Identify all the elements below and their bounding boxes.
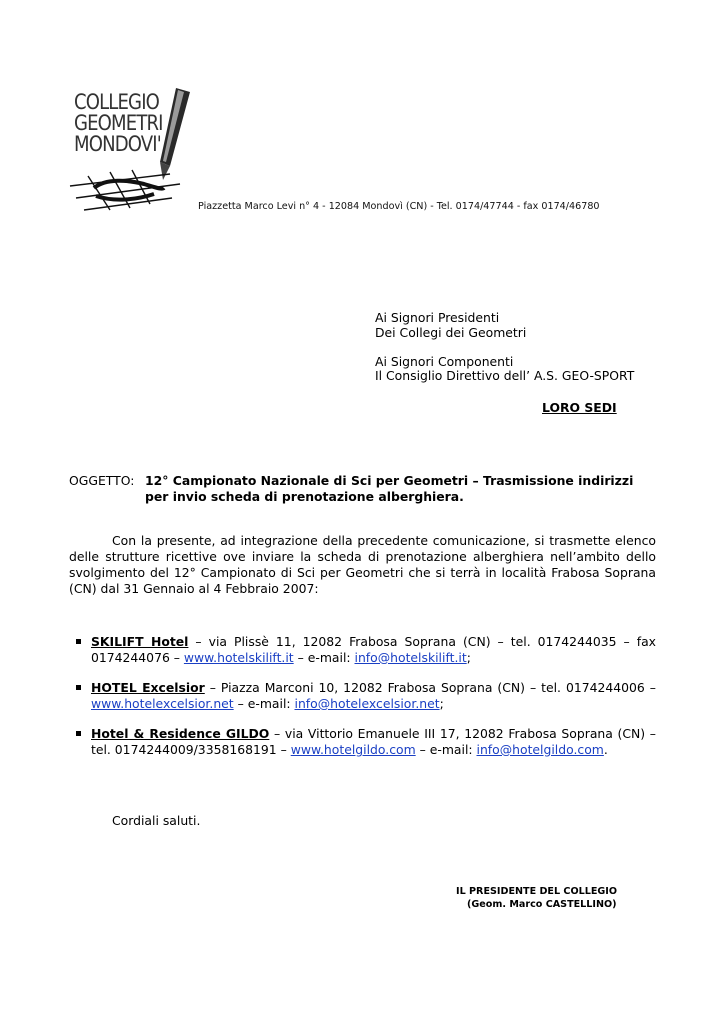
hotel-details: – via Plissè 11, 12082 Frabosa Soprana (CN) – tel. 0174244035 – fax 0174244076 – xyxy=(91,634,656,665)
hotel-details: – Piazza Marconi 10, 12082 Frabosa Soprana (CN) – tel. 0174244006 – xyxy=(204,680,656,695)
punctuation: ; xyxy=(439,696,444,711)
logo-line-1: COLLEGIO xyxy=(74,90,160,114)
signature-title: IL PRESIDENTE DEL COLLEGIO xyxy=(456,886,618,897)
body-paragraph xyxy=(69,533,656,597)
bullet-icon xyxy=(76,685,81,690)
pen-grid-icon xyxy=(66,84,198,214)
hotel-name: HOTEL Excelsior xyxy=(91,680,205,695)
email-label: – e-mail: xyxy=(293,650,355,665)
hotel-email-link[interactable]: info@hotelgildo.com xyxy=(476,742,604,757)
hotel-website-link[interactable]: www.hotelskilift.it xyxy=(183,650,294,665)
hotel-name: SKILIFT Hotel xyxy=(91,634,189,649)
recipient-line: Ai Signori Componenti xyxy=(375,353,514,369)
list-item xyxy=(76,680,656,712)
recipients-block xyxy=(375,311,634,384)
email-label: – e-mail: xyxy=(415,742,477,757)
recipient-line: Il Consiglio Direttivo dell’ A.S. GEO-SPORT xyxy=(375,368,635,384)
hotel-name: Hotel & Residence GILDO xyxy=(91,726,270,741)
hotel-website-link[interactable]: www.hotelgildo.com xyxy=(290,742,416,757)
email-label: – e-mail: xyxy=(233,696,295,711)
recipient-line: Ai Signori Presidenti xyxy=(375,310,500,325)
closing-greeting: Cordiali saluti. xyxy=(112,813,201,828)
hotel-email-link[interactable]: info@hotelexcelsior.net xyxy=(294,696,440,711)
list-item xyxy=(76,634,656,666)
signature-name: (Geom. Marco CASTELLINO) xyxy=(467,899,617,910)
recipient-line: Dei Collegi dei Geometri xyxy=(375,324,527,340)
hotel-details: – via Vittorio Emanuele III 17, 12082 Frabosa Soprana (CN) – tel. 0174244009/3358168191 – xyxy=(91,726,656,757)
header-address: Piazzetta Marco Levi n° 4 - 12084 Mondovì (CN) - Tel. 0174/47744 - fax 0174/46780 xyxy=(198,201,600,212)
bullet-icon xyxy=(76,731,81,736)
loro-sedi: LORO SEDI xyxy=(542,400,617,415)
hotel-list xyxy=(76,634,656,758)
punctuation: ; xyxy=(466,650,471,665)
body-text: Con la presente, ad integrazione della precedente comunicazione, si trasmette elenco delle strutture ricettive ove inviare la scheda di prenotazione alberghiera nell’ambito dello svolgimento del 12° Campionato di Sci per Geometri che si terrà in località Frabosa Soprana (CN) dal 31 Gennaio al 4 Febbraio 2007: xyxy=(69,533,656,596)
bullet-icon xyxy=(76,639,81,644)
hotel-email-link[interactable]: info@hotelskilift.it xyxy=(354,650,467,665)
punctuation: . xyxy=(603,742,608,757)
subject-label: OGGETTO: xyxy=(69,473,135,488)
hotel-website-link[interactable]: www.hotelexcelsior.net xyxy=(91,696,234,711)
subject-text: 12° Campionato Nazionale di Sci per Geometri – Trasmissione indirizzi per invio scheda di prenotazione alberghiera. xyxy=(145,473,634,504)
logo-line-3: MONDOVI' xyxy=(74,132,161,156)
logo-line-2: GEOMETRI xyxy=(74,111,163,135)
college-logo xyxy=(66,84,198,214)
list-item xyxy=(76,726,656,758)
